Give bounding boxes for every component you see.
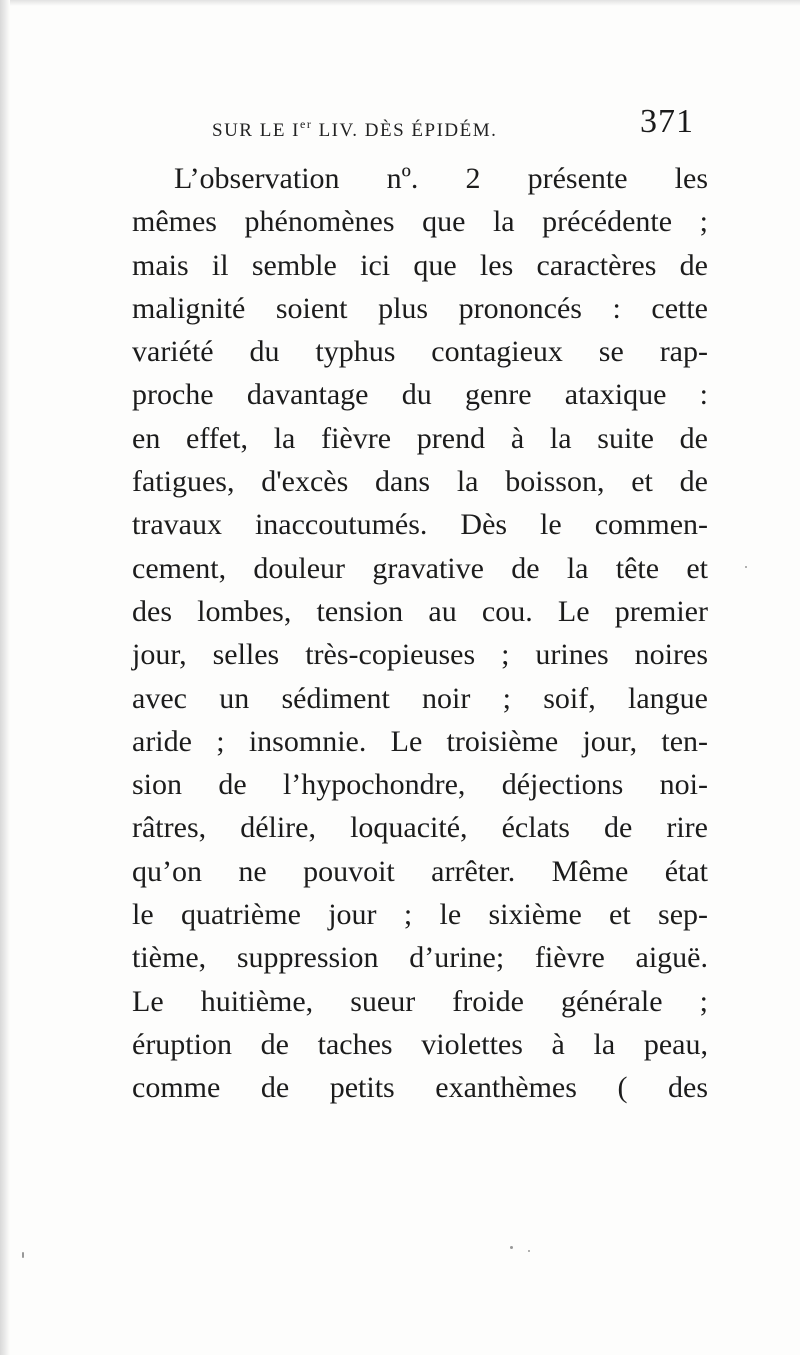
running-title-prefix: SUR LE I <box>212 120 300 141</box>
text-line: malignité soient plus prononcés : cette <box>132 291 708 325</box>
paper-speck <box>510 1246 513 1249</box>
body-text <box>132 157 708 1110</box>
text-line: aride ; insomnie. Le troisième jour, ten- <box>132 724 708 758</box>
text-line: mais il semble ici que les caractères de <box>132 248 708 282</box>
text-line: jour, selles très-copieuses ; urines noires <box>132 638 708 672</box>
text-line: des lombes, tension au cou. Le premier <box>132 594 708 628</box>
paper-speck <box>22 1252 24 1258</box>
text-line: éruption de taches violettes à la peau, <box>132 1027 708 1061</box>
text-line: cement, douleur gravative de la tête et <box>132 551 708 585</box>
text-line: râtres, délire, loquacité, éclats de rire <box>132 811 708 845</box>
page-number: 371 <box>640 103 694 140</box>
running-title-suffix: LIV. DÈS ÉPIDÉM. <box>312 120 498 141</box>
text-line: L’observation nº. 2 présente les <box>174 162 708 195</box>
text-line: tième, suppression d’urine; fièvre aiguë. <box>132 941 708 975</box>
text-line: mêmes phénomènes que la précédente ; <box>132 205 708 239</box>
text-line: variété du typhus contagieux se rap- <box>132 335 708 369</box>
text-line: travaux inaccoutumés. Dès le commen- <box>132 508 708 542</box>
text-line: proche davantage du genre ataxique : <box>132 378 708 412</box>
text-line: fatigues, d'excès dans la boisson, et de <box>132 465 708 499</box>
text-line: qu’on ne pouvoit arrêter. Même état <box>132 854 708 888</box>
text-line: sion de l’hypochondre, déjections noi- <box>132 768 708 802</box>
text-line: Le huitième, sueur froide générale ; <box>132 984 708 1018</box>
page-top-shadow <box>0 0 800 6</box>
paper-speck <box>745 566 747 568</box>
page-left-shadow <box>0 0 10 1355</box>
text-line: le quatrième jour ; le sixième et sep- <box>132 898 708 932</box>
text-line: comme de petits exanthèmes ( des <box>132 1071 708 1105</box>
running-title-superscript: er <box>300 117 313 131</box>
text-line: avec un sédiment noir ; soif, langue <box>132 681 708 715</box>
paper-speck <box>528 1250 530 1252</box>
running-head <box>212 104 712 144</box>
text-line: en effet, la fièvre prend à la suite de <box>132 421 708 455</box>
